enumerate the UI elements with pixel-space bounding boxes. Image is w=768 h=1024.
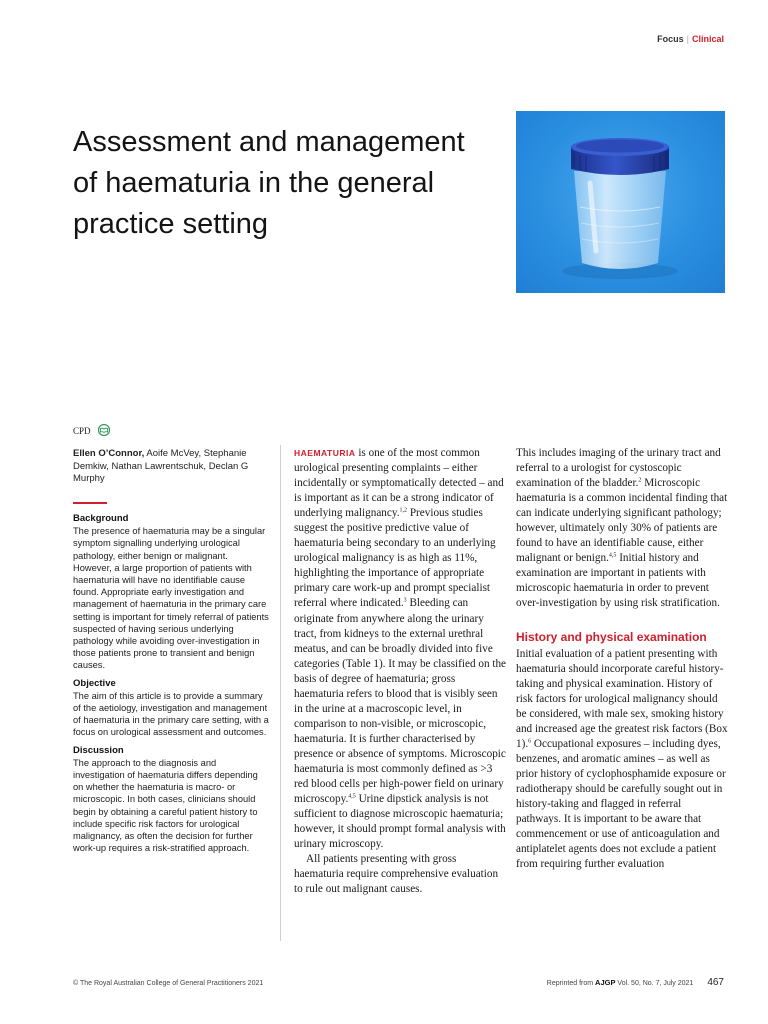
paragraph-history: [516, 647, 728, 873]
citation-ref: 3: [403, 597, 407, 604]
background-heading: Background: [73, 513, 129, 524]
paragraph-gross-haematuria: All patients presenting with gross haematuria require comprehensive evaluation to rule out malignant causes.: [294, 853, 499, 896]
paragraph-imaging: [516, 446, 728, 612]
background-text: The presence of haematuria may be a singular symptom signalling underlying urological pathology, either benign or malignant. However, a large proportion of patients with haematuria will have no identifiable cause found. Appropriate early investigation and management of haematuria in the primary care setting is important for timely referral of patients suspected of having serious underlying pathology while avoiding over-investigation in those patients prone to transient and benign causes.: [73, 526, 269, 671]
page-number: 467: [707, 977, 724, 988]
author-list: [73, 448, 273, 486]
body-text: Bleeding can originate from anywhere along the urinary tract, from kidneys to the external urethral meatus, and can be broadly divided into five categories (Table 1). It may be classified on the basis of degree of haematuria; gross haematuria refers to blood that is visibly seen in the urine at a macroscopic level, in comparison to non-visible, or microscopic, haematuria. It is further characterised by presence or absence of symptoms. Microscopic haematuria is most commonly defined as >3 red blood cells per high-power field on urinary microscopy.: [294, 597, 507, 806]
citation-ref: 4,5: [348, 793, 356, 800]
co-authors: Aoife McVey, Stephanie Demkiw, Nathan Lawrentschuk, Declan G Murphy: [73, 448, 249, 484]
body-column-1: [294, 446, 506, 897]
body-text: Initial evaluation of a patient presenting with haematuria should incorporate careful history-taking and physical examination. History of risk factors for urological malignancy should be considered, with male sex, smoking history and increased age the greatest risk factors (Box 1).: [516, 647, 728, 750]
body-text: Urine dipstick analysis is not sufficient to diagnose microscopic haematuria; however, it should prompt formal analysis with urinary microscopy.: [294, 793, 506, 851]
column-divider: [280, 445, 281, 941]
volume-info: Vol. 50, No. 7, July 2021: [615, 980, 694, 987]
footer-citation: [547, 977, 724, 988]
specimen-container-illustration: [516, 111, 725, 293]
header-focus: Focus: [657, 34, 684, 44]
discussion-heading: Discussion: [73, 744, 124, 756]
header-section: Clinical: [691, 34, 724, 44]
cpd-badge: [73, 424, 112, 438]
discussion-text: The approach to the diagnosis and investigation of haematuria differs depending on whether the haematuria is macro- or microscopic. In both cases, clinicians should begin by obtaining a careful patient history to include specific risk factors for urological malignancy, as often the decision for further work-up requires a risk-stratified approach.: [73, 757, 258, 854]
body-text: Previous studies suggest the positive predictive value of haematuria being secondary to an underlying urological malignancy is as high as 11%, highlighting the importance of appropriate primary care work-up and prompt specialist referral where indicated.: [294, 507, 496, 610]
body-text: This includes imaging of the urinary tract and referral to a urologist for cystoscopic examination of the bladder.: [516, 447, 721, 490]
journal-name: AJGP: [595, 978, 616, 987]
article-title: Assessment and management of haematuria in the general practice setting: [73, 126, 465, 240]
lead-author: Ellen O’Connor,: [73, 448, 145, 459]
citation-ref: 4,5: [608, 552, 617, 559]
body-text: Microscopic haematuria is a common incidental finding that can indicate underlying significant pathology; however, ultimately only 30% of patients are found to have an identifiable cause, either malignant or benign.: [516, 477, 728, 565]
body-text: Occupational exposures – including dyes, benzenes, and aromatic amines – as well as prior history of cyclophosphamide exposure or radiotherapy should be carefully sought out in history-taking and flagged in referral pathways. It is important to be aware that commencement or use of anticoagulation and antiplatelet agents does not exclude a patient from requiring further evaluation: [516, 737, 726, 871]
abstract: [73, 513, 269, 854]
citation-line: [547, 978, 694, 987]
copyright-notice: © The Royal Australian College of General Practitioners 2021: [73, 980, 264, 987]
book-icon: [96, 424, 112, 438]
accent-rule: [73, 502, 107, 504]
cpd-label: CPD: [73, 426, 91, 436]
body-text: is one of the most common urological presenting complaints – either incidentally or symptomatically detected – and is important as it can be a strong indicator of underlying malignancy.: [294, 447, 504, 520]
body-column-2: [516, 446, 728, 872]
citation-ref: 6: [528, 738, 532, 745]
objective-heading: Objective: [73, 677, 116, 689]
lead-word: HAEMATURIA: [294, 448, 356, 458]
intro-paragraph: [294, 446, 506, 852]
hero-image: [516, 111, 725, 293]
reprinted-label: Reprinted from: [546, 980, 596, 987]
header-separator: |: [686, 34, 689, 44]
objective-text: The aim of this article is to provide a summary of the aetiology, investigation and management of haematuria in the primary care setting, with a focus on urological assessment and outcomes.: [73, 690, 269, 738]
section-heading-history: History and physical examination: [516, 629, 707, 644]
body-text: Initial history and examination are important in patients with microscopic haematuria in order to prevent over-investigation by using risk stratification.: [516, 552, 720, 610]
citation-ref: 2: [638, 477, 642, 484]
citation-ref: 1,2: [399, 507, 408, 514]
running-header: [657, 34, 724, 44]
